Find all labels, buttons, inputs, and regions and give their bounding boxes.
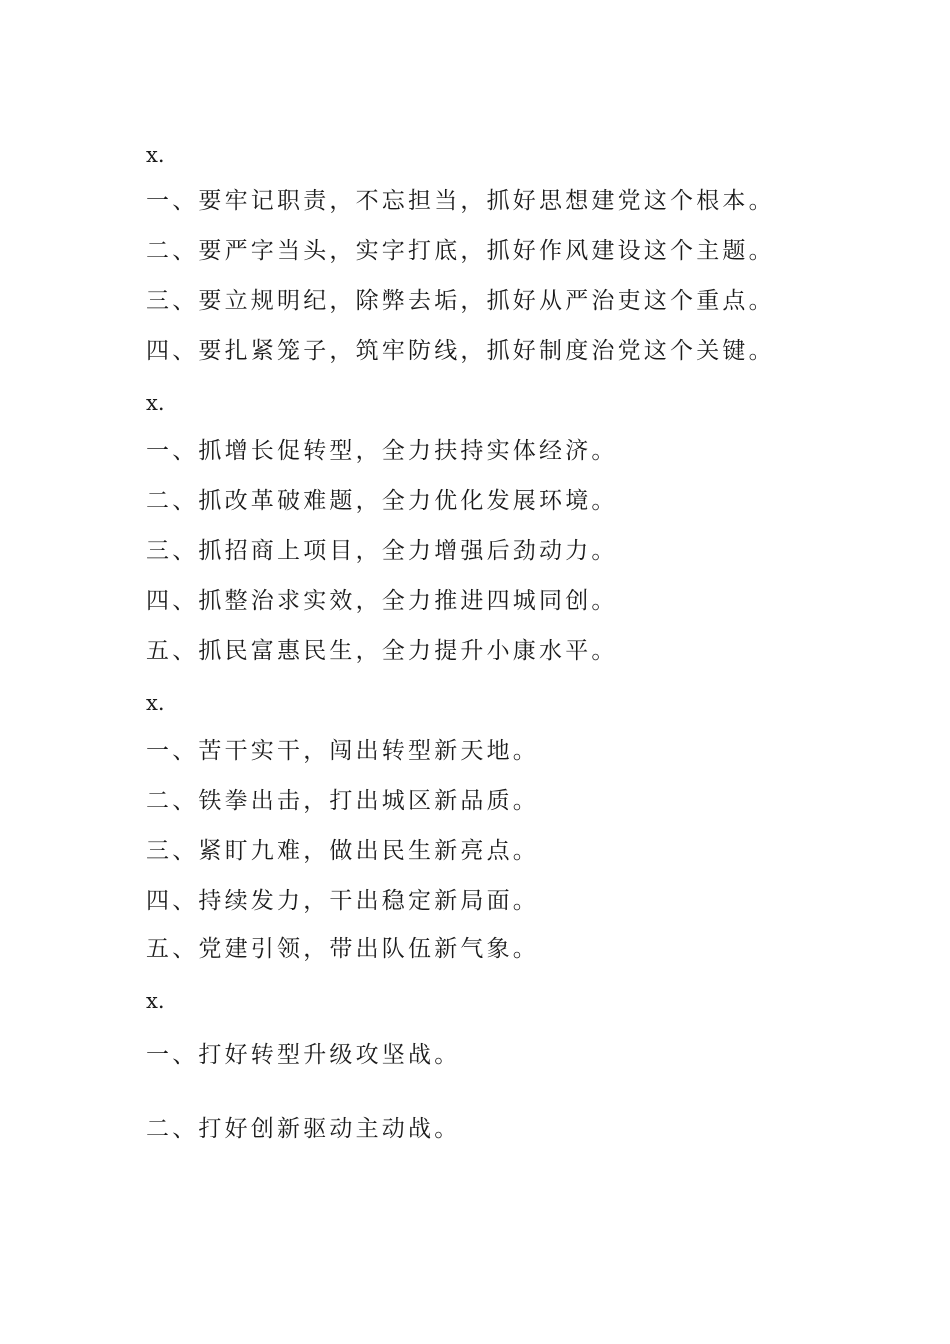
list-item: 五、抓民富惠民生，全力提升小康水平。 [146,638,618,664]
list-item: 三、紧盯九难，做出民生新亮点。 [146,838,539,864]
list-item: 二、抓改革破难题，全力优化发展环境。 [146,488,618,514]
list-item: 四、要扎紧笼子，筑牢防线，抓好制度治党这个关键。 [146,338,775,364]
list-item: 二、要严字当头，实字打底，抓好作风建设这个主题。 [146,238,775,264]
list-item: 四、持续发力，干出稳定新局面。 [146,888,539,914]
section-marker: x. [146,143,165,167]
list-item: 二、铁拳出击，打出城区新品质。 [146,788,539,814]
list-item: 五、党建引领，带出队伍新气象。 [146,936,539,962]
list-item: 三、抓招商上项目，全力增强后劲动力。 [146,538,618,564]
section-marker: x. [146,391,165,415]
list-item: 一、打好转型升级攻坚战。 [146,1042,461,1068]
list-item: 四、抓整治求实效，全力推进四城同创。 [146,588,618,614]
list-item: 一、要牢记职责，不忘担当，抓好思想建党这个根本。 [146,188,775,214]
section-marker: x. [146,989,165,1013]
list-item: 二、打好创新驱动主动战。 [146,1116,461,1142]
list-item: 一、苦干实干，闯出转型新天地。 [146,738,539,764]
list-item: 一、抓增长促转型，全力扶持实体经济。 [146,438,618,464]
section-marker: x. [146,691,165,715]
list-item: 三、要立规明纪，除弊去垢，抓好从严治吏这个重点。 [146,288,775,314]
